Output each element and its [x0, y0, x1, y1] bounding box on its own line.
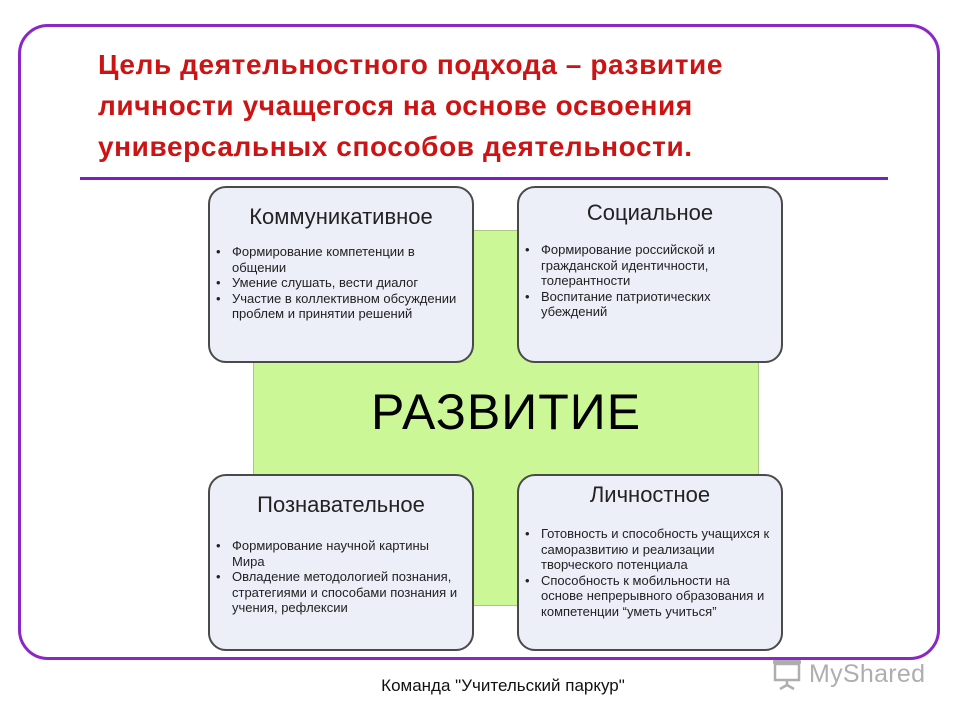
title-line-1: Цель деятельностного подхода – развитие	[98, 49, 724, 80]
watermark	[770, 656, 925, 692]
card-list	[210, 244, 472, 322]
list-item: • Формирование научной картины Мира	[232, 538, 462, 569]
center-label: РАЗВИТИЕ	[370, 384, 642, 440]
card-list	[519, 526, 781, 619]
list-item: • Участие в коллективном обсуждении проблем и принятии решений	[232, 291, 462, 322]
watermark-text: MyShared	[809, 659, 926, 688]
card-title: Коммуникативное	[249, 204, 433, 229]
list-item: • Воспитание патриотических убеждений	[541, 289, 771, 320]
card-cognitive	[208, 474, 474, 651]
card-list	[519, 242, 781, 320]
list-item: • Способность к мобильности на основе непрерывного образования и компетенции “уметь учиться”	[541, 573, 771, 620]
list-item: • Умение слушать, вести диалог	[232, 275, 462, 291]
card-list	[210, 538, 472, 616]
title-divider	[80, 177, 888, 180]
title-line-2: личности учащегося на основе освоения	[98, 90, 693, 121]
card-communicative	[208, 186, 474, 363]
list-item: • Формирование российской и гражданской идентичности, толерантности	[541, 242, 771, 289]
slide-footer: Команда "Учительский паркур"	[381, 676, 625, 695]
list-item: • Готовность и способность учащихся к саморазвитию и реализации творческого потенциала	[541, 526, 771, 573]
card-title: Познавательное	[257, 492, 425, 517]
slide-title	[98, 44, 898, 167]
card-title: Социальное	[586, 200, 714, 225]
list-item: • Овладение методологией познания, стратегиями и способами познания и учения, рефлексии	[232, 569, 462, 616]
card-social	[517, 186, 783, 363]
projector-screen-icon	[770, 658, 804, 690]
title-line-3: универсальных способов деятельности.	[98, 131, 693, 162]
card-title: Личностное	[589, 482, 711, 507]
list-item: • Формирование компетенции в общении	[232, 244, 462, 275]
card-personal	[517, 474, 783, 651]
